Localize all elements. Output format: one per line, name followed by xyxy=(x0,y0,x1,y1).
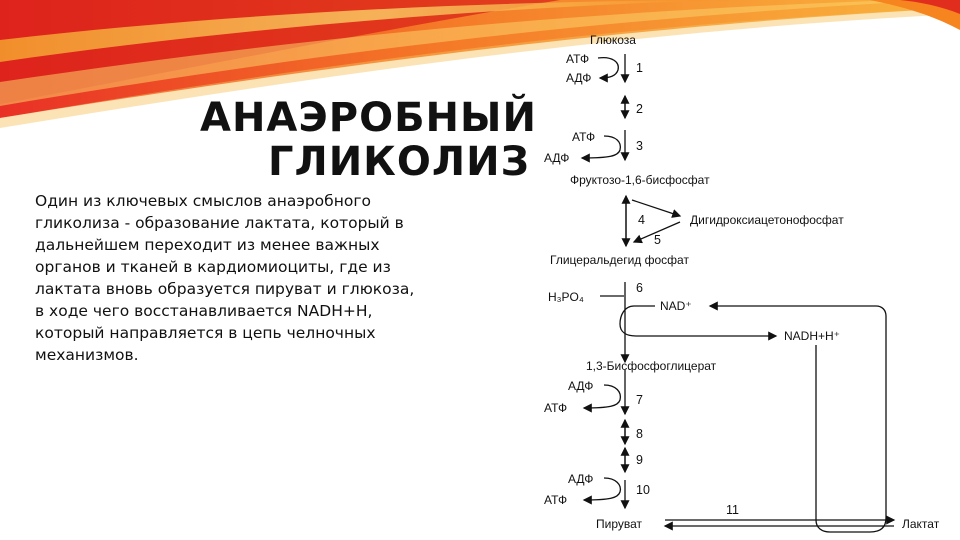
atp-label-1: АТФ xyxy=(566,52,590,66)
step-number-11: 11 xyxy=(726,503,739,517)
bisphosphoglycerate-label: 1,3-Бисфосфоглицерат xyxy=(586,359,717,373)
adp-label-1: АДФ xyxy=(566,71,592,85)
nad-label: NAD⁺ xyxy=(660,299,692,313)
nadh-label: NADH+H⁺ xyxy=(784,329,841,343)
step-number-10: 10 xyxy=(636,483,650,497)
atp-label-10: АТФ xyxy=(544,493,568,507)
phosphoric-acid-label: H₃PO₄ xyxy=(548,290,584,304)
title-line-1: АНАЭРОБНЫЙ xyxy=(200,95,537,141)
glyceraldehyde-phosphate-label: Глицеральдегид фосфат xyxy=(550,253,689,267)
step-number-1: 1 xyxy=(636,61,643,75)
step-number-4: 4 xyxy=(638,213,645,227)
step-number-2: 2 xyxy=(636,102,643,116)
adp-label-3: АДФ xyxy=(544,151,570,165)
adp-label-7: АДФ xyxy=(568,379,594,393)
fructose-bisphosphate-label: Фруктозо-1,6-бисфосфат xyxy=(570,173,710,187)
dhap-label: Дигидроксиацетонофосфат xyxy=(690,213,844,227)
atp-label-3: АТФ xyxy=(572,130,596,144)
adp-label-10: АДФ xyxy=(568,472,594,486)
step-number-5: 5 xyxy=(654,233,661,247)
step-number-8: 8 xyxy=(636,427,643,441)
glucose-label: Глюкоза xyxy=(590,33,636,47)
pyruvate-label: Пируват xyxy=(596,517,643,531)
lactate-label: Лактат xyxy=(902,517,940,531)
step-number-9: 9 xyxy=(636,453,643,467)
glycolysis-diagram xyxy=(530,20,960,540)
step-number-6: 6 xyxy=(636,281,643,295)
step-number-3: 3 xyxy=(636,139,643,153)
body-text: Один из ключевых смыслов анаэробного гликолиза - образование лактата, который в дальнейшем переходит из менее важных органов и тканей в кардиомиоциты, где из лактата вновь образуется пируват и глюкоза, в ходе чего восстанавливается NADH+H, который направляется в цепь челночных механизмов. xyxy=(35,192,415,364)
title-line-2: ГЛИКОЛИЗ xyxy=(267,139,530,185)
step-number-7: 7 xyxy=(636,393,643,407)
atp-label-7: АТФ xyxy=(544,401,568,415)
